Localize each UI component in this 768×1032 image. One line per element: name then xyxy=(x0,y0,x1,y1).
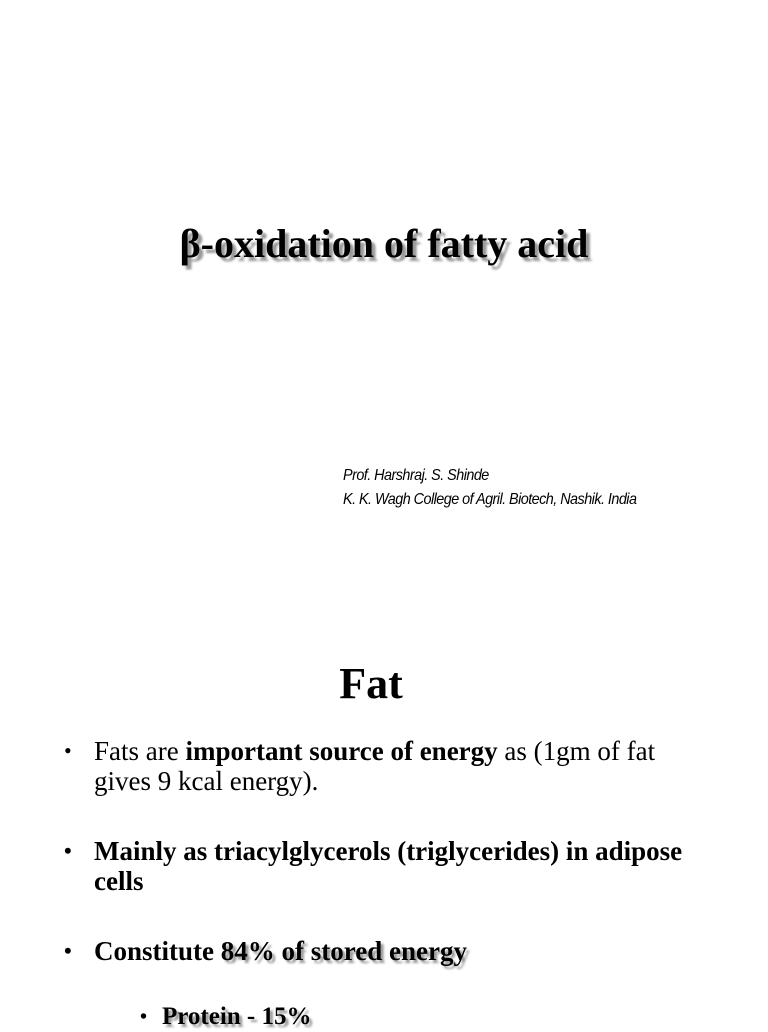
bullet-text-pre: Fats are xyxy=(94,736,186,766)
bullet-text: Mainly as triacylglycerols (triglycerides) in adipose cells xyxy=(94,836,683,896)
fat-slide xyxy=(0,590,768,1030)
bullet-text: Protein - 15% xyxy=(162,1003,312,1030)
presentation-title: β-oxidation of fatty acid xyxy=(179,221,589,266)
bullet-text-pre: Constitute xyxy=(94,936,221,966)
slide-title: Fat xyxy=(339,659,403,708)
author-institution: K. K. Wagh College of Agril. Biotech, Nashik. India xyxy=(343,491,637,508)
bullet-dot-icon: • xyxy=(64,938,72,963)
bullet-dot-icon: • xyxy=(64,738,72,763)
bullet-dot-icon: • xyxy=(64,838,72,863)
sub-bullet-protein xyxy=(140,1002,768,1032)
author-block xyxy=(343,464,636,512)
bullet-energy-source xyxy=(64,736,714,796)
bullet-stored-energy xyxy=(64,936,714,966)
bullet-text-highlight: 84% of stored energy xyxy=(220,936,467,966)
bullet-triacylglycerols xyxy=(64,836,714,896)
author-name: Prof. Harshraj. S. Shinde xyxy=(343,467,489,484)
bullet-text-bold: important source of energy xyxy=(185,736,498,766)
bullet-text-post: as (1gm of fat gives 9 kcal energy). xyxy=(94,736,656,796)
bullet-dot-icon: • xyxy=(140,1006,148,1028)
